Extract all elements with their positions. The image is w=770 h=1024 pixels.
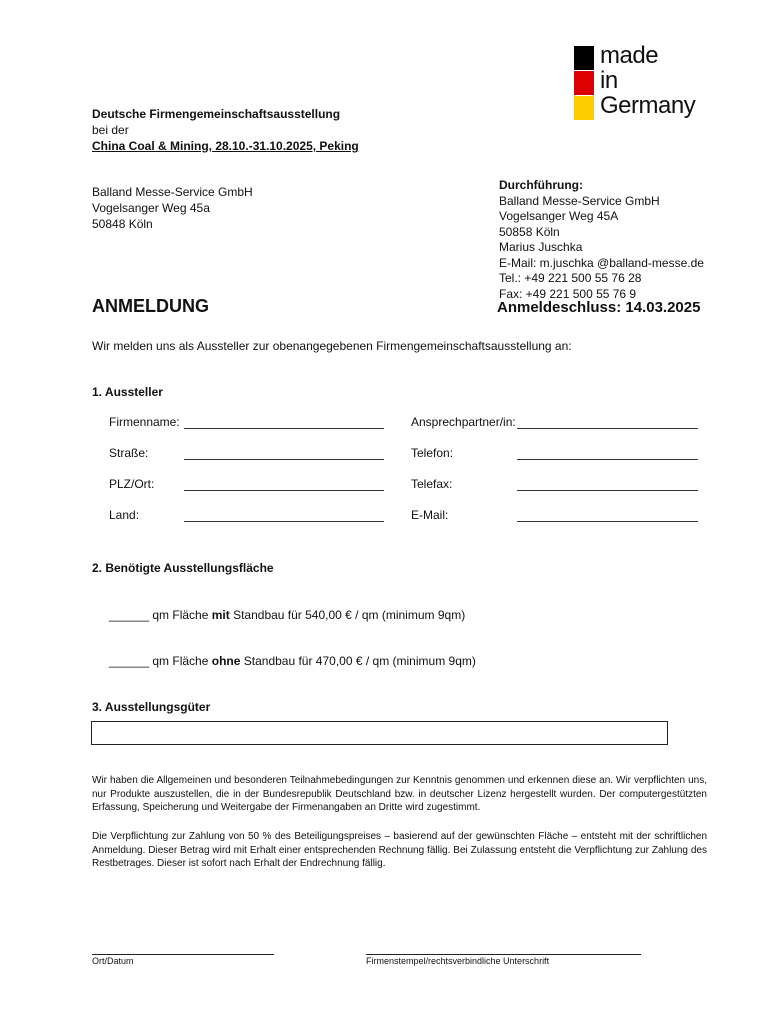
terms-paragraph-1: Wir haben die Allgemeinen und besonderen Teilnahmebedingungen zur Kenntnis genommen und erkennen diese an. Wir verpflichten uns, nur Produkte auszustellen, die in der Bundesrepublik Deutschland bzw. in deutscher Lizenz hergestellt wurden. Der computergestützten Erfassung, Speicherung und Weitergabe der Firmenangaben an Dritte wird zugestimmt. [92, 775, 707, 813]
organizer-address [92, 184, 253, 232]
made-in-germany-logo [574, 42, 734, 126]
intro-text: Wir melden uns als Aussteller zur obenangegebenen Firmengemeinschaftsausstellung an: [92, 339, 572, 353]
place-date-line[interactable] [92, 954, 274, 955]
street-label: Straße: [109, 446, 149, 460]
contact-person-label: Ansprechpartner/in: [411, 415, 516, 429]
area-with-stand-pre: qm Fläche [149, 608, 212, 622]
company-name-field[interactable] [184, 428, 384, 429]
organizer-city: 50848 Köln [92, 217, 153, 231]
execution-email: E-Mail: m.juschka @balland-messe.de [499, 255, 704, 270]
country-label: Land: [109, 508, 140, 522]
organizer-street: Vogelsanger Weg 45a [92, 201, 210, 215]
execution-tel: Tel.: +49 221 500 55 76 28 [499, 271, 642, 285]
company-name-label: Firmenname: [109, 415, 180, 429]
section-area-title: 2. Benötigte Ausstellungsfläche [92, 561, 274, 575]
area-with-stand-post: Standbau für 540,00 € / qm (minimum 9qm) [229, 608, 466, 622]
section-goods-title: 3. Ausstellungsgüter [92, 700, 211, 714]
email-field[interactable] [517, 521, 698, 522]
goods-input-box[interactable] [91, 721, 668, 745]
area-without-stand-bold: ohne [211, 654, 241, 668]
zip-city-field[interactable] [184, 490, 384, 491]
execution-heading: Durchführung: [499, 178, 583, 192]
area-option-with-stand[interactable] [109, 608, 465, 622]
organizer-name: Balland Messe-Service GmbH [92, 185, 253, 199]
flag-stripe-red [574, 71, 594, 95]
header-subtitle: bei der [92, 123, 129, 137]
logo-word-made: made [600, 42, 659, 69]
page-title: ANMELDUNG [92, 296, 209, 316]
country-field[interactable] [184, 521, 384, 522]
flag-stripe-black [574, 46, 594, 70]
signature-label: Firmenstempel/rechtsverbindliche Unterschrift [366, 956, 550, 966]
logo-word-germany: Germany [600, 92, 696, 119]
area-without-stand-post: Standbau für 470,00 € / qm (minimum 9qm) [240, 654, 476, 668]
area-without-stand-blank[interactable]: ______ [109, 654, 150, 668]
flag-stripe-gold [574, 96, 594, 120]
place-date-label: Ort/Datum [92, 956, 134, 966]
fax-label: Telefax: [411, 477, 453, 491]
execution-fax: Fax: +49 221 500 55 76 9 [499, 286, 637, 301]
execution-street: Vogelsanger Weg 45A [499, 209, 619, 223]
signature-line[interactable] [366, 954, 641, 955]
header-event: China Coal & Mining, 28.10.-31.10.2025, Peking [92, 139, 359, 153]
fax-field[interactable] [517, 490, 698, 491]
area-option-without-stand[interactable] [109, 654, 476, 668]
zip-city-label: PLZ/Ort: [109, 477, 155, 491]
event-header [92, 106, 359, 154]
phone-field[interactable] [517, 459, 698, 460]
execution-contact-person: Marius Juschka [499, 240, 583, 254]
area-with-stand-bold: mit [211, 608, 230, 622]
contact-person-field[interactable] [517, 428, 698, 429]
phone-label: Telefon: [411, 446, 454, 460]
street-field[interactable] [184, 459, 384, 460]
logo-word-in: in [600, 67, 618, 94]
terms-paragraph-2: Die Verpflichtung zur Zahlung von 50 % des Beteiligungspreises – basierend auf der gewünschten Fläche – entsteht mit der schriftlichen Anmeldung. Dieser Betrag wird mit Erhalt einer entsprechenden Rechnung fällig. Bei Zulassung entsteht die Verpflichtung zur Zahlung des Restbetrages. Dieser ist sofort nach Erhalt der Endrechnung fällig. [92, 831, 707, 869]
area-without-stand-pre: qm Fläche [149, 654, 212, 668]
section-exhibitor-title: 1. Aussteller [92, 385, 163, 399]
execution-name: Balland Messe-Service GmbH [499, 193, 660, 208]
execution-contact [499, 178, 704, 302]
deadline: Anmeldeschluss: 14.03.2025 [497, 299, 701, 316]
execution-city: 50858 Köln [499, 224, 560, 239]
area-with-stand-blank[interactable]: ______ [109, 608, 150, 622]
email-label: E-Mail: [411, 508, 449, 522]
header-title: Deutsche Firmengemeinschaftsausstellung [92, 107, 341, 121]
